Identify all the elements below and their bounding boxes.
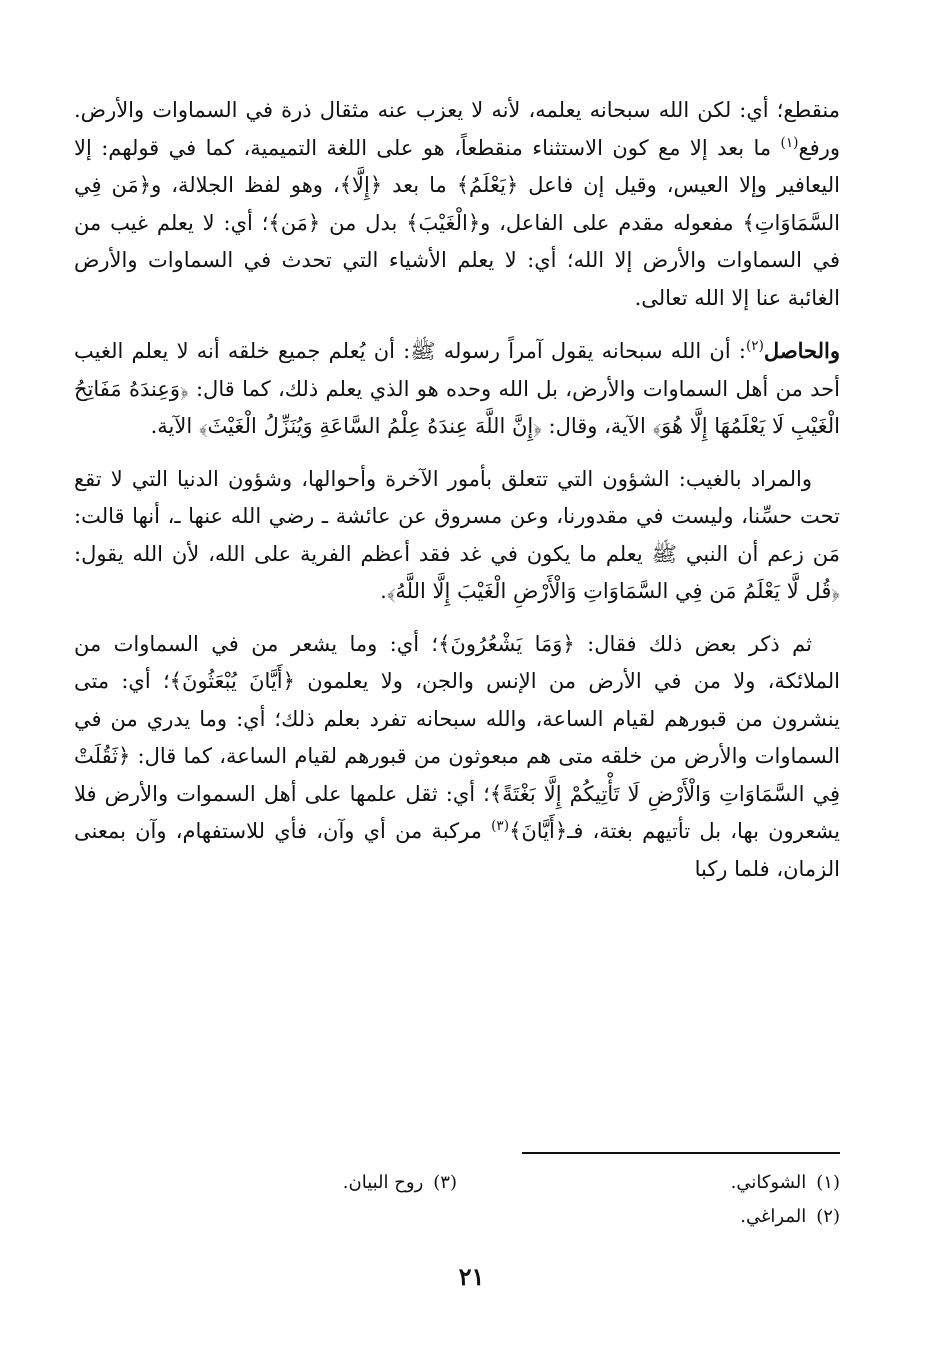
- footnote-row-2: [74, 1200, 840, 1234]
- footnote-1-number: (١): [816, 1172, 840, 1193]
- footnotes: [74, 1152, 840, 1234]
- footnote-divider: [522, 1152, 840, 1154]
- footnote-marker-3: (٣): [491, 818, 510, 834]
- footnote-3-number: (٣): [433, 1172, 457, 1193]
- footnote-2: [457, 1200, 840, 1234]
- paragraph-3-text: والمراد بالغيب: الشؤون التي تتعلق بأمور الآخرة وأحوالها، وشؤون الدنيا التي لا تقع تحت حسِّنا، وليست في مقدورنا، وعن مسروق عن عائشة ـ رضي الله عنها ـ، أنها قالت: مَن زعم أن النبي ﷺ يعلم ما يكون في غد فقد أعظم الفرية على الله، لأن الله يقول: ﴿قُل لَّا يَعْلَمُ مَن فِي السَّمَاوَاتِ وَالْأَرْضِ الْغَيْبَ إِلَّا اللَّهُ﴾.: [74, 466, 840, 603]
- paragraph-2-text: : أن الله سبحانه يقول آمراً رسوله ﷺ: أن يُعلم جميع خلقه أنه لا يعلم الغيب أحد من أهل السماوات والأرض، بل الله وحده هو الذي يعلم ذلك، كما قال: ﴿وَعِندَهُ مَفَاتِحُ الْغَيْبِ لَا يَعْلَمُهَا إِلَّا هُوَ﴾ الآية، وقال: ﴿إِنَّ اللَّهَ عِندَهُ عِلْمُ السَّاعَةِ وَيُنَزِّلُ الْغَيْثَ﴾ الآية.: [74, 339, 840, 438]
- page-number: ٢١: [458, 1262, 485, 1291]
- page-body: [74, 92, 840, 888]
- paragraph-4: [74, 626, 840, 889]
- footnote-2-text: المراغي.: [740, 1206, 807, 1227]
- paragraph-1-text-b: ما بعد إلا مع كون الاستثناء منقطعاً، هو على اللغة التميمية، كما في قولهم: إلا اليعافير وإلا العيس، وقيل إن فاعل ﴿يَعْلَمُ﴾ ما بعد ﴿إِلَّا﴾، وهو لفظ الجلالة، و﴿مَن فِي السَّمَاوَاتِ﴾ مفعوله مقدم على الفاعل، و﴿الْغَيْبَ﴾ بدل من ﴿مَن﴾؛ أي: لا يعلم غيب من في السماوات والأرض إلا الله؛ أي: لا يعلم الأشياء التي تحدث في السماوات والأرض الغائبة عنا إلا الله تعالى.: [74, 135, 840, 310]
- footnote-3: [74, 1166, 457, 1200]
- paragraph-3: [74, 461, 840, 611]
- paragraph-1: [74, 92, 840, 317]
- footnote-marker-2: (٢): [745, 338, 764, 354]
- paragraph-2: [74, 332, 840, 446]
- footnote-1-text: الشوكاني.: [730, 1172, 807, 1193]
- footnote-marker-1: (١): [780, 134, 799, 151]
- paragraph-1-text-a: منقطع؛ أي: لكن الله سبحانه يعلمه، لأنه لا يعزب عنه مثقال ذرة في السماوات والأرض. ورفع: [74, 98, 840, 160]
- footnote-2-number: (٢): [816, 1206, 840, 1227]
- footnote-3-text: روح البيان.: [342, 1172, 424, 1193]
- paragraph-4-text-b: مركبة من أي وآن، فأي للاستفهام، وآن بمعنى الزمان، فلما ركبا: [74, 819, 840, 881]
- paragraph-4-text-a: ثم ذكر بعض ذلك فقال: ﴿وَمَا يَشْعُرُونَ﴾؛ أي: وما يشعر من في السماوات من الملائكة، ولا من في الأرض من الإنس والجن، ولا يعلمون ﴿أَيَّانَ يُبْعَثُونَ﴾؛ أي: متى ينشرون من قبورهم لقيام الساعة، والله سبحانه تفرد بعلم ذلك؛ أي: وما يدري من في السماوات والأرض من خلقه متى هم مبعوثون من قبورهم لقيام الساعة، كما قال: ﴿ثَقُلَتْ فِي السَّمَاوَاتِ وَالْأَرْضِ لَا تَأْتِيكُمْ إِلَّا بَغْتَةً﴾؛ أي: ثقل علمها على أهل السموات والأرض فلا يشعرون بها، بل تأتيهم بغتة، فـ﴿أَيَّانَ﴾: [74, 631, 840, 843]
- footnote-row-1: [74, 1166, 840, 1200]
- paragraph-2-heading: والحاصل: [763, 338, 840, 363]
- footnote-1: [457, 1166, 840, 1200]
